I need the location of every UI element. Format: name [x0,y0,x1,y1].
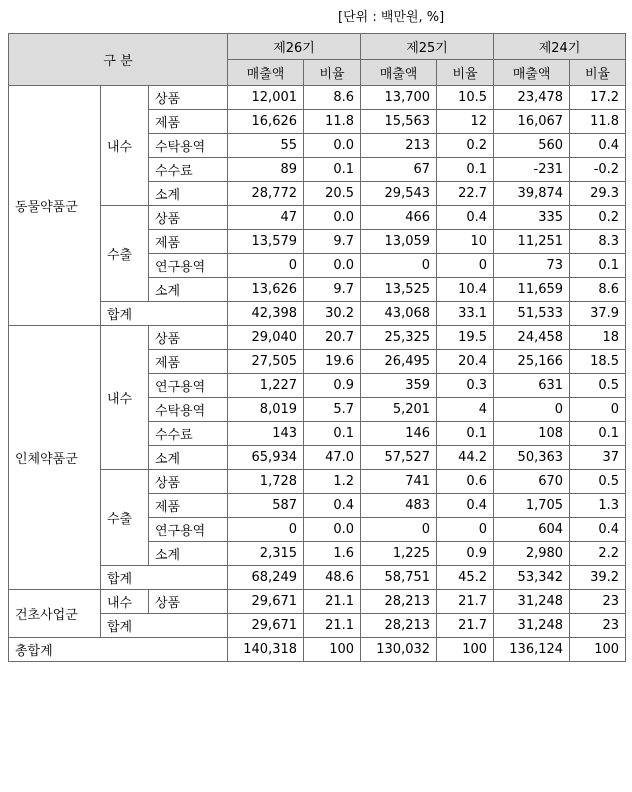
item-label: 상품 [149,86,228,110]
table-row [9,470,626,494]
table-row [9,566,626,590]
ratio-value: 33.1 [437,302,494,326]
sales-value: 604 [494,518,570,542]
header-ratio: 비율 [570,60,626,86]
sales-value: 23,478 [494,86,570,110]
ratio-value: 23 [570,590,626,614]
ratio-value: 9.7 [304,230,361,254]
item-label: 상품 [149,326,228,350]
ratio-value: 44.2 [437,446,494,470]
ratio-value: 100 [437,638,494,662]
ratio-value: 0.3 [437,374,494,398]
ratio-value: 0.2 [570,206,626,230]
market-label: 내수 [101,86,149,206]
ratio-value: 4 [437,398,494,422]
sales-value: 140,318 [228,638,304,662]
sales-value: 16,626 [228,110,304,134]
header-ratio: 비율 [437,60,494,86]
sales-value: 13,700 [361,86,437,110]
table-row [9,206,626,230]
sales-value: 466 [361,206,437,230]
sales-value: 631 [494,374,570,398]
sales-value: 13,525 [361,278,437,302]
ratio-value: 47.0 [304,446,361,470]
sales-value: 136,124 [494,638,570,662]
sales-value: 359 [361,374,437,398]
ratio-value: 100 [570,638,626,662]
sales-value: 29,543 [361,182,437,206]
ratio-value: 10 [437,230,494,254]
ratio-value: 21.7 [437,614,494,638]
grand-total-label: 총합계 [9,638,228,662]
sales-value: 0 [361,518,437,542]
ratio-value: 1.3 [570,494,626,518]
sales-value: 73 [494,254,570,278]
ratio-value: 2.2 [570,542,626,566]
market-label: 수출 [101,206,149,302]
sales-value: 13,579 [228,230,304,254]
sales-value: 2,315 [228,542,304,566]
ratio-value: 29.3 [570,182,626,206]
ratio-value: 0.0 [304,254,361,278]
ratio-value: 10.4 [437,278,494,302]
ratio-value: 0.1 [304,422,361,446]
item-label: 제품 [149,350,228,374]
sales-value: 58,751 [361,566,437,590]
sales-value: 213 [361,134,437,158]
ratio-value: 8.3 [570,230,626,254]
ratio-value: 5.7 [304,398,361,422]
item-label: 수탁용역 [149,134,228,158]
ratio-value: 37.9 [570,302,626,326]
sales-value: 13,059 [361,230,437,254]
ratio-value: 21.1 [304,590,361,614]
sales-value: 5,201 [361,398,437,422]
sales-value: 130,032 [361,638,437,662]
sales-value: 143 [228,422,304,446]
ratio-value: 0.1 [437,158,494,182]
ratio-value: 20.7 [304,326,361,350]
item-label: 소계 [149,542,228,566]
sales-value: 67 [361,158,437,182]
ratio-value: 21.7 [437,590,494,614]
subtotal-label: 합계 [101,566,228,590]
ratio-value: 0.0 [304,518,361,542]
sales-value: 31,248 [494,614,570,638]
ratio-value: 19.5 [437,326,494,350]
sales-value: 29,040 [228,326,304,350]
ratio-value: 0.1 [570,422,626,446]
header-period: 제25기 [361,34,494,60]
ratio-value: 12 [437,110,494,134]
segment-label: 동물약품군 [9,86,101,326]
item-label: 소계 [149,446,228,470]
ratio-value: 8.6 [570,278,626,302]
sales-value: 0 [494,398,570,422]
sales-value: 25,325 [361,326,437,350]
sales-value: 29,671 [228,614,304,638]
ratio-value: 0.4 [437,494,494,518]
sales-value: 587 [228,494,304,518]
item-label: 연구용역 [149,254,228,278]
item-label: 수수료 [149,158,228,182]
ratio-value: 0.0 [304,206,361,230]
ratio-value: 0.4 [437,206,494,230]
ratio-value: 0 [570,398,626,422]
sales-value: 2,980 [494,542,570,566]
sales-value: 29,671 [228,590,304,614]
ratio-value: 39.2 [570,566,626,590]
ratio-value: 45.2 [437,566,494,590]
ratio-value: 0.4 [304,494,361,518]
sales-value: 1,705 [494,494,570,518]
item-label: 소계 [149,278,228,302]
sales-value: 65,934 [228,446,304,470]
header-period: 제24기 [494,34,626,60]
ratio-value: 1.6 [304,542,361,566]
item-label: 수수료 [149,422,228,446]
ratio-value: 8.6 [304,86,361,110]
ratio-value: 19.6 [304,350,361,374]
ratio-value: 0.2 [437,134,494,158]
ratio-value: 20.4 [437,350,494,374]
item-label: 상품 [149,206,228,230]
header-sales: 매출액 [361,60,437,86]
sales-value: 11,659 [494,278,570,302]
ratio-value: 0.4 [570,518,626,542]
sales-value: 670 [494,470,570,494]
sales-value: 1,225 [361,542,437,566]
sales-table [8,33,626,662]
sales-value: 560 [494,134,570,158]
sales-value: 53,342 [494,566,570,590]
sales-value: 89 [228,158,304,182]
sales-value: 15,563 [361,110,437,134]
ratio-value: 0 [437,254,494,278]
ratio-value: 0.1 [437,422,494,446]
item-label: 연구용역 [149,374,228,398]
ratio-value: 23 [570,614,626,638]
ratio-value: 11.8 [304,110,361,134]
ratio-value: 18 [570,326,626,350]
sales-value: 42,398 [228,302,304,326]
sales-value: 26,495 [361,350,437,374]
sales-value: 57,527 [361,446,437,470]
sales-value: 0 [228,254,304,278]
sales-value: 68,249 [228,566,304,590]
sales-value: 0 [361,254,437,278]
item-label: 수탁용역 [149,398,228,422]
sales-value: 108 [494,422,570,446]
market-label: 수출 [101,470,149,566]
item-label: 제품 [149,230,228,254]
header-sales: 매출액 [228,60,304,86]
segment-label: 인체약품군 [9,326,101,590]
ratio-value: 0.9 [437,542,494,566]
item-label: 연구용역 [149,518,228,542]
sales-value: 28,772 [228,182,304,206]
ratio-value: 0 [437,518,494,542]
table-row [9,590,626,614]
unit-label: [단위 : 백만원, %] [338,10,445,25]
sales-value: 47 [228,206,304,230]
item-label: 제품 [149,110,228,134]
sales-value: 51,533 [494,302,570,326]
ratio-value: 10.5 [437,86,494,110]
ratio-value: 21.1 [304,614,361,638]
sales-value: 28,213 [361,614,437,638]
ratio-value: 0.1 [304,158,361,182]
ratio-value: 0.0 [304,134,361,158]
item-label: 제품 [149,494,228,518]
subtotal-label: 합계 [101,614,228,638]
ratio-value: 0.4 [570,134,626,158]
ratio-value: 9.7 [304,278,361,302]
ratio-value: 0.9 [304,374,361,398]
sales-value: 1,728 [228,470,304,494]
ratio-value: 1.2 [304,470,361,494]
subtotal-label: 합계 [101,302,228,326]
ratio-value: -0.2 [570,158,626,182]
sales-value: 146 [361,422,437,446]
table-row [9,86,626,110]
table-row [9,326,626,350]
sales-value: 12,001 [228,86,304,110]
sales-value: 1,227 [228,374,304,398]
header-category: 구 분 [9,34,228,86]
sales-value: -231 [494,158,570,182]
ratio-value: 22.7 [437,182,494,206]
sales-value: 335 [494,206,570,230]
header-ratio: 비율 [304,60,361,86]
ratio-value: 18.5 [570,350,626,374]
sales-value: 741 [361,470,437,494]
item-label: 상품 [149,590,228,614]
ratio-value: 0.6 [437,470,494,494]
ratio-value: 0.1 [570,254,626,278]
ratio-value: 20.5 [304,182,361,206]
item-label: 상품 [149,470,228,494]
ratio-value: 0.5 [570,470,626,494]
sales-value: 39,874 [494,182,570,206]
ratio-value: 30.2 [304,302,361,326]
ratio-value: 37 [570,446,626,470]
segment-label: 건초사업군 [9,590,101,638]
ratio-value: 17.2 [570,86,626,110]
ratio-value: 0.5 [570,374,626,398]
market-label: 내수 [101,590,149,614]
header-sales: 매출액 [494,60,570,86]
market-label: 내수 [101,326,149,470]
header-period: 제26기 [228,34,361,60]
table-row [9,302,626,326]
sales-value: 24,458 [494,326,570,350]
sales-value: 43,068 [361,302,437,326]
ratio-value: 48.6 [304,566,361,590]
sales-value: 11,251 [494,230,570,254]
sales-value: 28,213 [361,590,437,614]
table-body [9,86,626,662]
sales-value: 13,626 [228,278,304,302]
sales-value: 55 [228,134,304,158]
sales-value: 27,505 [228,350,304,374]
ratio-value: 100 [304,638,361,662]
sales-value: 50,363 [494,446,570,470]
ratio-value: 11.8 [570,110,626,134]
sales-value: 16,067 [494,110,570,134]
table-row [9,638,626,662]
sales-value: 25,166 [494,350,570,374]
sales-value: 8,019 [228,398,304,422]
sales-value: 31,248 [494,590,570,614]
sales-value: 483 [361,494,437,518]
table-row [9,614,626,638]
item-label: 소계 [149,182,228,206]
sales-value: 0 [228,518,304,542]
